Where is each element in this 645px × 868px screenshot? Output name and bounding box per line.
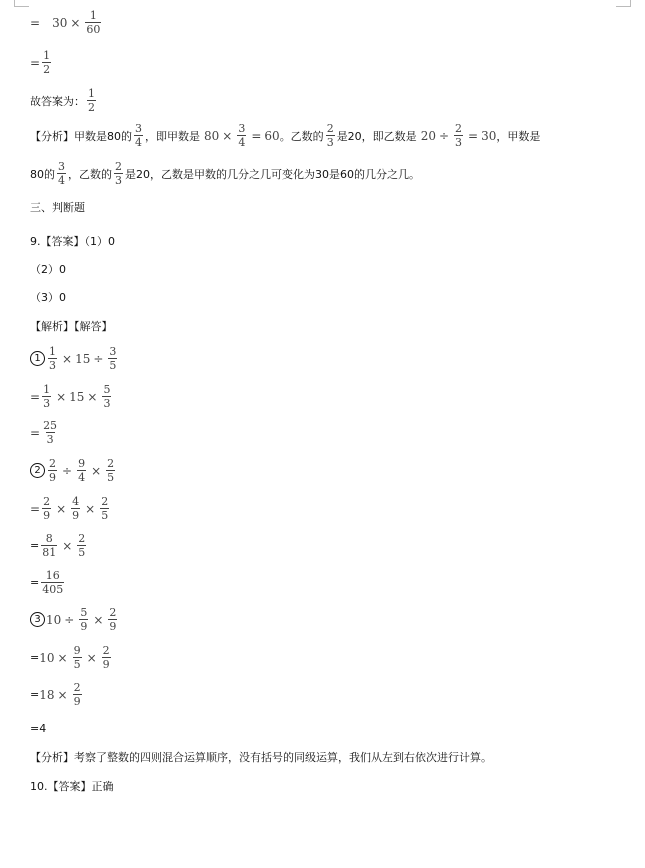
step-1-line-b [30,384,113,409]
analysis-line-1 [30,123,540,148]
expression: $\frac{16}{405}$ [42,569,64,596]
expression: = $\frac{2}{9}$ × $\frac{4}{9}$ × $\frac{2}{5}$ [30,495,109,522]
expression: 18 × $\frac{2}{9}$ [39,681,81,708]
expression: $\frac{1}{3}$ × 15 ÷ $\frac{3}{5}$ [49,345,117,372]
expression: $\frac{2}{9}$ ÷ $\frac{9}{4}$ × $\frac{2}{5}$ [49,457,115,484]
analysis-line-2 [30,161,420,186]
expression: 10 × $\frac{9}{5}$ × $\frac{2}{9}$ [39,644,110,671]
q9-answer-line-2: （2）0 [30,263,66,276]
analysis-text: 是20，即乙数是 [336,129,417,143]
step-2-line-a [30,458,117,483]
step-3-line-c: = 18 × $\frac{2}{9}$ [30,682,84,707]
analysis-text: ，即甲数是 [145,129,200,143]
expression: = $\frac{25}{3}$ [30,419,58,446]
step-2-line-b [30,496,111,521]
expression: 20 ÷ $\frac{2}{3}$ = 30 [420,122,497,149]
q9-answer-line-1: 9.【答案】（1）0 [30,235,115,248]
calc-line-2 [30,50,53,75]
fraction: $\frac{2}{3}$ [115,160,122,187]
step-3-line-b: = 10 × $\frac{9}{5}$ × $\frac{2}{9}$ [30,645,113,670]
step-2-line-c: = $\frac{8}{81}$ × $\frac{2}{5}$ [30,533,88,558]
equals-sign: = [30,55,41,70]
circled-number: 2 [30,463,45,478]
analysis-text: 【分析】甲数是80的 [30,129,132,143]
calc-line-1 [30,10,103,35]
q9-answer-line-3: （3）0 [30,291,66,304]
step-1-line-a [30,346,119,371]
fraction: $\frac{1}{60}$ [86,9,101,36]
q10-answer-line: 10.【答案】正确 [30,780,114,793]
fraction: $\frac{3}{4}$ [135,122,142,149]
step-3-line-d: = 4 [30,722,47,735]
expression: = $\frac{1}{3}$ × 15 × $\frac{5}{3}$ [30,383,111,410]
fraction: $\frac{1}{2}$ [43,49,51,76]
expression: 80 × $\frac{3}{4}$ = 60 [204,122,280,149]
analysis-text: ，乙数的 [68,167,112,181]
answer-label: 故答案为： [30,94,85,108]
expression [30,50,53,75]
expression: $\frac{8}{81}$ × $\frac{2}{5}$ [42,532,86,559]
step-3-line-a [30,607,119,632]
expression [30,10,103,35]
analysis-text: 。乙数的 [279,129,324,143]
expression: 10 ÷ $\frac{5}{9}$ × $\frac{2}{9}$ [46,606,117,633]
answer-line [30,88,98,113]
number: 30 [52,15,68,30]
analysis-text: 80的 [30,167,55,181]
page-corner-mark-left [14,0,29,7]
analysis-text: ，甲数是 [496,129,541,143]
step-2-line-d: = $\frac{16}{405}$ [30,570,66,595]
section-heading: 三、判断题 [30,201,85,214]
circled-number: 3 [30,612,45,627]
fraction: $\frac{2}{3}$ [326,122,334,149]
fraction: $\frac{3}{4}$ [58,160,65,187]
equals-sign: = [30,15,41,30]
page-corner-mark-right [616,0,631,7]
times-sign: × [70,15,81,30]
analysis-heading: 【解析】【解答】 [30,320,113,333]
step-1-line-c [30,420,60,445]
circled-number: 1 [30,351,45,366]
fraction: $\frac{1}{2}$ [88,87,95,114]
analysis-line-3: 【分析】考察了整数的四则混合运算顺序，没有括号的同级运算，我们从左到右依次进行计算。 [30,751,492,764]
analysis-text: 是20，乙数是甲数的几分之几可变化为30是60的几分之几。 [125,167,420,181]
